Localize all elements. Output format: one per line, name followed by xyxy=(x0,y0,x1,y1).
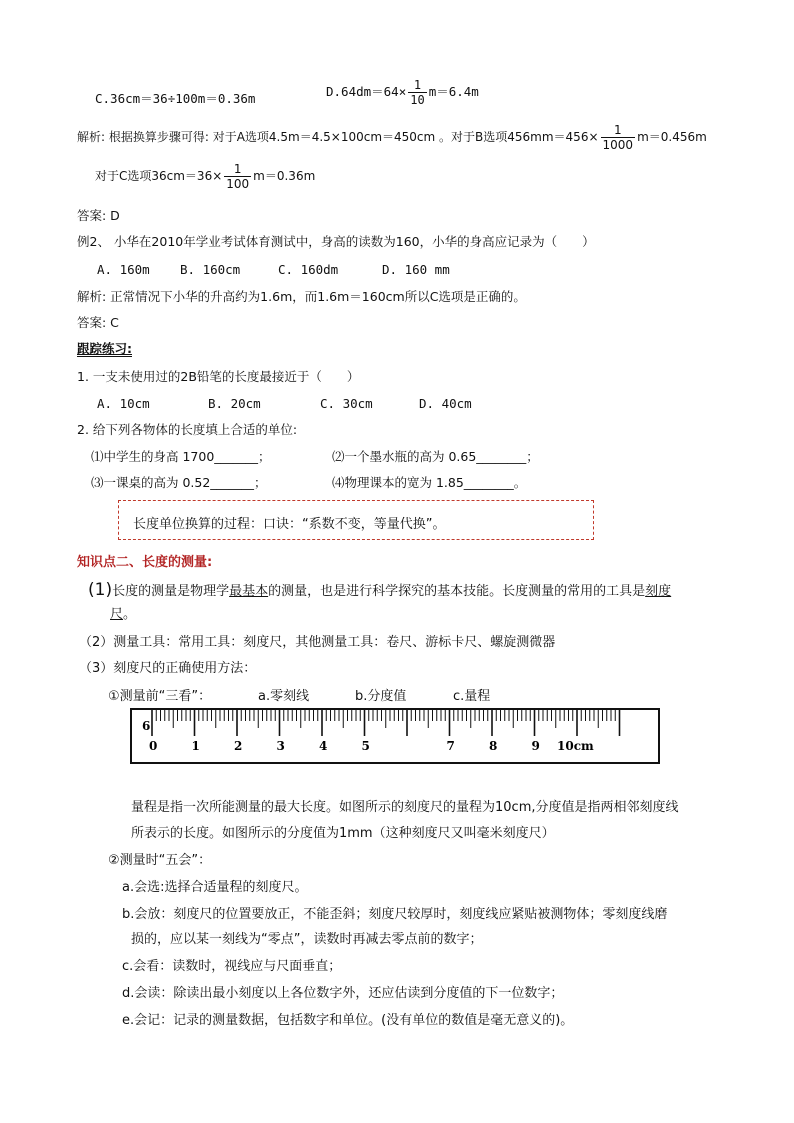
analysis-1-suffix: m＝0.456m xyxy=(637,130,707,144)
range-text-1: 量程是指一次所能测量的最大长度。如图所示的刻度尺的量程为10cm,分度值是指两相邻刻度线 xyxy=(131,800,679,815)
fraction xyxy=(224,162,251,191)
fraction xyxy=(601,123,636,152)
three-look-label: ①测量前“三看”： xyxy=(108,689,212,704)
fraction xyxy=(408,78,426,107)
q2-item-4: ⑷物理课本的宽为 1.85________。 xyxy=(332,475,527,490)
q1-option-a: A. 10cm xyxy=(97,396,150,411)
denominator: 1000 xyxy=(602,138,634,152)
paragraph-1 xyxy=(88,580,671,602)
five-skill-a: a.会选:选择合适量程的刻度尺。 xyxy=(122,880,308,895)
ruler-label: 7 xyxy=(446,739,455,753)
practice-heading: 跟踪练习: xyxy=(77,341,132,356)
option-d-prefix: D.64dm＝64× xyxy=(326,84,407,99)
three-look-c: c.量程 xyxy=(453,689,491,704)
paragraph-2: （2）测量工具：常用工具：刻度尺，其他测量工具：卷尺、游标卡尺、螺旋测微器 xyxy=(79,635,556,650)
option-d-suffix: m＝6.4m xyxy=(428,84,479,99)
five-skill-b: b.会放：刻度尺的位置要放正，不能歪斜；刻度尺较厚时，刻度线应紧贴被测物体；零刻度线磨 xyxy=(122,907,668,922)
q1-option-d: D. 40cm xyxy=(419,396,472,411)
ex2-option-d: D. 160 mm xyxy=(382,262,450,277)
ex2-option-b: B. 160cm xyxy=(180,262,241,277)
q2-item-2: ⑵一个墨水瓶的高为 0.65________； xyxy=(332,449,539,464)
knowledge-point-2-heading: 知识点二、长度的测量: xyxy=(77,555,213,570)
tip-box xyxy=(118,500,594,540)
ruler-left-label: 6 xyxy=(142,719,151,733)
analysis-1-prefix: 解析: 根据换算步骤可得: 对于A选项4.5m＝4.5×100cm＝450cm 。对于B选项456mm＝456× xyxy=(77,130,599,144)
three-look-b: b.分度值 xyxy=(355,689,407,704)
five-skills-label: ②测量时“五会”： xyxy=(108,853,212,868)
ruler-label: 10cm xyxy=(557,739,594,753)
three-look-a: a.零刻线 xyxy=(258,689,310,704)
ruler-label: 5 xyxy=(361,739,370,753)
ruler-label: 8 xyxy=(489,739,498,753)
denominator: 100 xyxy=(226,177,250,191)
paragraph-1-text-b: 的测量，也是进行科学探究的基本技能。长度测量的常用的工具是 xyxy=(268,584,646,599)
range-text-2: 所表示的长度。如图所示的分度值为1mm（这种刻度尺又叫毫米刻度尺） xyxy=(131,826,555,841)
example-2: 例2、 小华在2010年学业考试体育测试中，身高的读数为160，小华的身高应记录为（ ） xyxy=(77,234,595,249)
paragraph-1-text-a: 长度的测量是物理学 xyxy=(112,584,230,599)
analysis-1-c xyxy=(95,162,315,191)
paragraph-3: （3）刻度尺的正确使用方法： xyxy=(79,661,257,676)
paragraph-1-keyword: 最基本 xyxy=(229,584,269,599)
analysis-2: 解析: 正常情况下小华的升高约为1.6m，而1.6m＝160cm所以C选项是正确的。 xyxy=(77,289,526,304)
paragraph-1-tool-end: 尺 xyxy=(110,607,124,622)
numerator: 1 xyxy=(408,78,426,93)
ruler-label: 1 xyxy=(191,739,200,753)
ruler-label: 3 xyxy=(276,739,285,753)
q1-option-c: C. 30cm xyxy=(320,396,373,411)
q2-item-3: ⑶一课桌的高为 0.52_______； xyxy=(91,475,267,490)
paragraph-1-marker: (1) xyxy=(88,580,113,600)
ruler-label: 9 xyxy=(531,739,540,753)
analysis-1 xyxy=(77,123,707,152)
five-skill-d: d.会读：除读出最小刻度以上各位数字外，还应估读到分度值的下一位数字； xyxy=(122,986,564,1001)
ruler-label: 2 xyxy=(234,739,243,753)
answer-1: 答案: D xyxy=(77,208,120,223)
ruler-figure xyxy=(130,708,660,764)
five-skill-b-cont: 损的，应以某一刻线为“零点”，读数时再减去零点前的数字； xyxy=(131,932,483,947)
five-skill-c: c.会看：读数时，视线应与尺面垂直； xyxy=(122,959,342,974)
analysis-1-c-suffix: m＝0.36m xyxy=(253,169,316,183)
numerator: 1 xyxy=(224,162,251,177)
ex2-option-a: A. 160m xyxy=(97,262,150,277)
ruler-label: 0 xyxy=(149,739,158,753)
ruler xyxy=(130,708,660,764)
answer-2: 答案: C xyxy=(77,315,119,330)
q1-option-b: B. 20cm xyxy=(208,396,261,411)
paragraph-1-end xyxy=(110,607,136,623)
option-c-conversion: C.36cm＝36÷100m＝0.36m xyxy=(95,91,256,106)
ruler-label: 4 xyxy=(319,739,328,753)
question-1: 1. 一支未使用过的2B铅笔的长度最接近于（ ） xyxy=(77,369,360,384)
option-d-conversion xyxy=(326,78,479,107)
analysis-1-c-prefix: 对于C选项36cm＝36× xyxy=(95,169,223,183)
tip-text: 长度单位换算的过程：口诀：“系数不变，等量代换”。 xyxy=(133,517,446,532)
ruler-border xyxy=(131,709,659,763)
q2-item-1: ⑴中学生的身高 1700_______； xyxy=(91,449,271,464)
numerator: 1 xyxy=(601,123,636,138)
paragraph-1-period: 。 xyxy=(123,607,137,622)
five-skill-e: e.会记：记录的测量数据，包括数字和单位。(没有单位的数值是毫无意义的)。 xyxy=(122,1013,574,1028)
ex2-option-c: C. 160dm xyxy=(278,262,339,277)
question-2: 2. 给下列各物体的长度填上合适的单位: xyxy=(77,422,298,437)
denominator: 10 xyxy=(410,93,425,107)
paragraph-1-tool: 刻度 xyxy=(645,584,672,599)
